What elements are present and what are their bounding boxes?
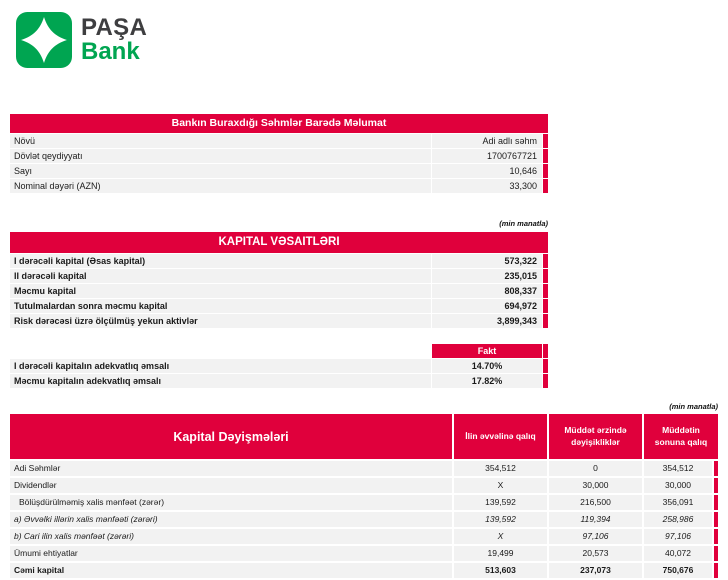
min-manatla-note: (min manatla) <box>499 219 548 228</box>
row-label: II dərəcəli kapital <box>10 269 431 283</box>
row-value: 216,500 <box>549 495 642 510</box>
issued-shares-table-title: Bankın Buraxdığı Səhmlər Barədə Məlumat <box>10 114 548 133</box>
row-value: 14.70% <box>432 359 542 373</box>
row-value: 97,106 <box>549 529 642 544</box>
red-strip <box>714 546 718 561</box>
pasha-bank-logo-icon <box>16 12 72 68</box>
row-value: 750,676 <box>644 563 712 578</box>
fakt-column-header: Fakt <box>432 344 542 358</box>
row-label: I dərəcəli kapital (Əsas kapital) <box>10 254 431 268</box>
row-value: 0 <box>549 461 642 476</box>
row-value: 354,512 <box>644 461 712 476</box>
row-label: a) Əvvəlki illərin xalis mənfəəti (zərəri) <box>10 512 452 527</box>
row-label: Növü <box>10 134 431 148</box>
row-value: 30,000 <box>644 478 712 493</box>
red-strip <box>543 314 548 328</box>
adequacy-ratios-table <box>10 344 548 388</box>
logo-word-bank: Bank <box>81 38 140 65</box>
red-strip <box>543 149 548 163</box>
row-label: Cəmi kapital <box>10 563 452 578</box>
row-value: 237,073 <box>549 563 642 578</box>
column-header-ending-balance: Müddətin sonuna qalıq <box>644 414 718 459</box>
capital-resources-table-body <box>10 254 548 328</box>
red-strip <box>714 563 718 578</box>
row-value: 808,337 <box>432 284 542 298</box>
row-value: 30,000 <box>549 478 642 493</box>
row-label: Məcmu kapitalın adekvatlıq əmsalı <box>10 374 431 388</box>
red-strip <box>714 512 718 527</box>
red-strip <box>543 344 548 358</box>
capital-resources-table-title: KAPITAL VƏSAITLƏRI <box>10 232 548 253</box>
issued-shares-table <box>10 114 548 193</box>
row-label: I dərəcəli kapitalın adekvatlıq əmsalı <box>10 359 431 373</box>
min-manatla-note: (min manatla) <box>669 402 718 411</box>
row-value: 19,499 <box>454 546 547 561</box>
row-value: 356,091 <box>644 495 712 510</box>
row-value: 119,394 <box>549 512 642 527</box>
row-value: 235,015 <box>432 269 542 283</box>
red-strip <box>543 284 548 298</box>
empty-cell <box>10 344 431 358</box>
issued-shares-table-body <box>10 134 548 193</box>
red-strip <box>714 478 718 493</box>
capital-changes-table-body <box>10 461 718 578</box>
row-value: 3,899,343 <box>432 314 542 328</box>
row-label: Bölüşdürülməmiş xalis mənfəət (zərər) <box>10 495 452 510</box>
row-label: Sayı <box>10 164 431 178</box>
row-value: 513,603 <box>454 563 547 578</box>
row-label: Risk dərəcəsi üzrə ölçülmüş yekun aktivlər <box>10 314 431 328</box>
row-value: 20,573 <box>549 546 642 561</box>
row-label: Dövlət qeydiyyatı <box>10 149 431 163</box>
pasha-bank-logo <box>16 12 147 68</box>
logo-wordmark <box>81 16 147 63</box>
red-strip <box>543 299 548 313</box>
row-value: 573,322 <box>432 254 542 268</box>
logo-word-pasha: PAŞA <box>81 14 148 42</box>
row-label: Ümumi ehtiyatlar <box>10 546 452 561</box>
red-strip <box>543 374 548 388</box>
row-label: Məcmu kapital <box>10 284 431 298</box>
row-value: X <box>454 529 547 544</box>
row-value: 354,512 <box>454 461 547 476</box>
row-value: 139,592 <box>454 495 547 510</box>
adequacy-ratios-table-header <box>10 344 548 358</box>
red-strip <box>543 359 548 373</box>
capital-changes-table-header <box>10 414 718 459</box>
capital-changes-table-title: Kapital Dəyişmələri <box>10 414 452 459</box>
row-value: X <box>454 478 547 493</box>
red-strip <box>543 164 548 178</box>
row-value: 1700767721 <box>432 149 542 163</box>
row-value: 17.82% <box>432 374 542 388</box>
red-strip <box>714 495 718 510</box>
row-value: 694,972 <box>432 299 542 313</box>
row-value: Adi adlı səhm <box>432 134 542 148</box>
row-value: 10,646 <box>432 164 542 178</box>
row-label: Nominal dəyəri (AZN) <box>10 179 431 193</box>
row-value: 40,072 <box>644 546 712 561</box>
capital-resources-table <box>10 232 548 328</box>
red-strip <box>543 254 548 268</box>
red-strip <box>714 461 718 476</box>
row-value: 33,300 <box>432 179 542 193</box>
row-value: 258,986 <box>644 512 712 527</box>
red-strip <box>543 269 548 283</box>
adequacy-ratios-table-body <box>10 359 548 388</box>
row-label: b) Cari ilin xalis mənfəət (zərəri) <box>10 529 452 544</box>
capital-changes-table <box>10 414 718 578</box>
row-value: 97,106 <box>644 529 712 544</box>
row-label: Dividendlər <box>10 478 452 493</box>
column-header-beginning-balance: İlin əvvəlinə qalıq <box>454 414 547 459</box>
red-strip <box>543 179 548 193</box>
red-strip <box>714 529 718 544</box>
row-label: Tutulmalardan sonra məcmu kapital <box>10 299 431 313</box>
red-strip <box>543 134 548 148</box>
row-label: Adi Səhmlər <box>10 461 452 476</box>
row-value: 139,592 <box>454 512 547 527</box>
column-header-period-changes: Müddət ərzində dəyişikliklər <box>549 414 642 459</box>
